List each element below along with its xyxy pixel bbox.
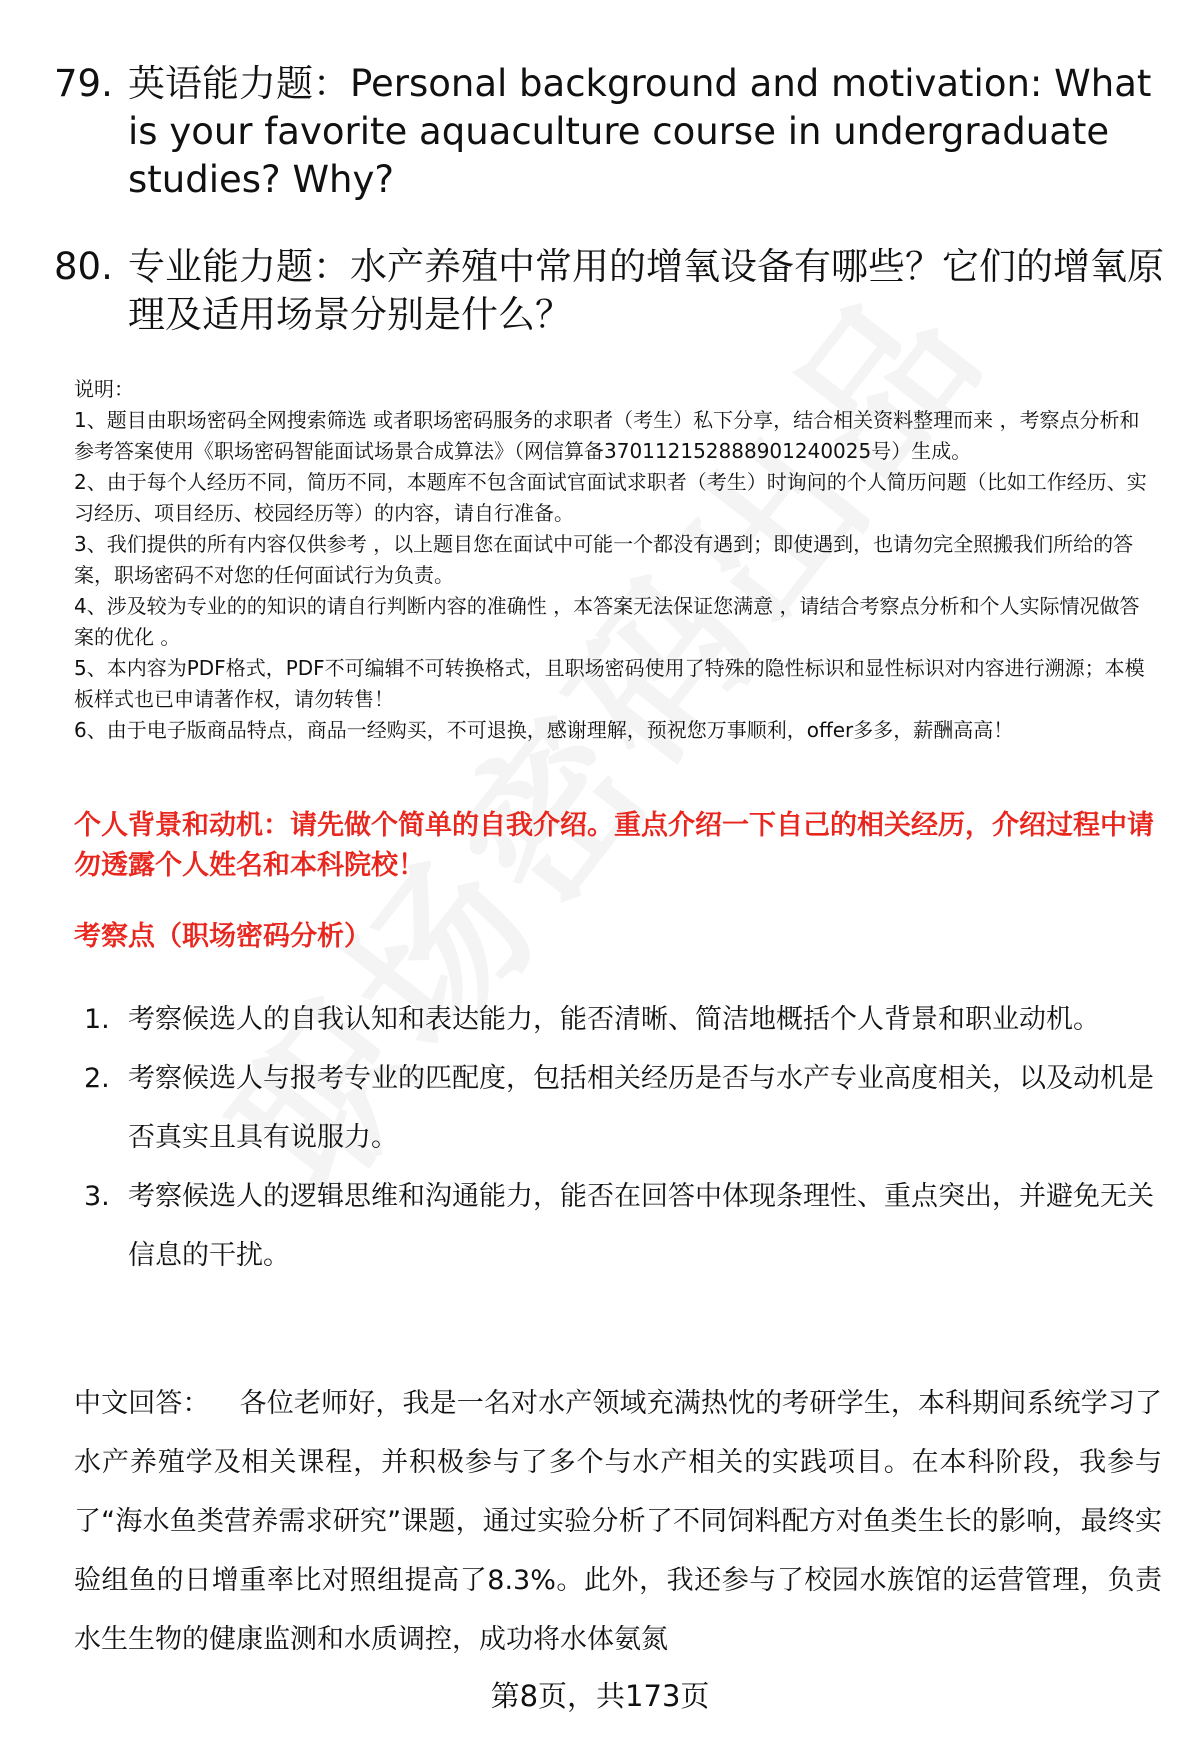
answer-text: 各位老师好，我是一名对水产领域充满热忱的考研学生，本科期间系统学习了水产养殖学及相关课程，并积极参与了多个与水产相关的实践项目。在本科阶段，我参与了“海水鱼类营养需求研究”课题，通过实验分析了不同饲料配方对鱼类生长的影响，最终实验组鱼的日增重率比对照组提高了8.3%。此外，我还参与了校园水族馆的运营管理，负责水生生物的健康监测和水质调控，成功将水体氨氮 — [74, 1388, 1163, 1655]
question-number: 80. — [54, 245, 113, 288]
answer-label: 中文回答： — [74, 1388, 210, 1419]
answer-paragraph — [74, 1374, 1162, 1669]
question-80 — [54, 243, 1164, 339]
key-points-list — [84, 990, 1164, 1285]
question-text: 专业能力题：水产养殖中常用的增氧设备有哪些？它们的增氧原理及适用场景分别是什么？ — [128, 245, 1164, 336]
note-item: 6、由于电子版商品特点，商品一经购买，不可退换，感谢理解，预祝您万事顺利，offer多多，薪酬高高！ — [74, 718, 1014, 742]
notes-title: 说明： — [74, 377, 134, 401]
key-points-heading: 考察点（职场密码分析） — [74, 921, 371, 952]
list-item — [84, 1167, 1164, 1285]
note-item: 4、涉及较为专业的的知识的请自行判断内容的准确性 ，本答案无法保证您满意 ，请结合考察点分析和个人实际情况做答案的优化 。 — [74, 594, 1140, 649]
note-item: 2、由于每个人经历不同，简历不同，本题库不包含面试官面试求职者（考生）时询问的个人简历问题（比如工作经历、实习经历、项目经历、校园经历等）的内容，请自行准备。 — [74, 470, 1147, 525]
note-item: 3、我们提供的所有内容仅供参考 ，以上题目您在面试中可能一个都没有遇到；即使遇到，也请勿完全照搬我们所给的答案，职场密码不对您的任何面试行为负责。 — [74, 532, 1134, 587]
list-item — [84, 990, 1164, 1049]
question-text: 英语能力题：Personal background and motivation: What is your favorite aquaculture course in undergraduate studies? Why? — [128, 62, 1152, 201]
question-79 — [54, 60, 1164, 204]
list-item-number: 1. — [84, 1004, 110, 1035]
list-item-number: 2. — [84, 1063, 110, 1094]
note-item: 1、题目由职场密码全网搜索筛选 或者职场密码服务的求职者（考生）私下分享，结合相关资料整理而来 ，考察点分析和参考答案使用《职场密码智能面试场景合成算法》（网信算备370112152888901240025号）生成。 — [74, 408, 1140, 463]
question-prompt: 个人背景和动机：请先做个简单的自我介绍。重点介绍一下自己的相关经历，介绍过程中请勿透露个人姓名和本科院校！ — [74, 810, 1154, 881]
list-item-text: 考察候选人与报考专业的匹配度，包括相关经历是否与水产专业高度相关，以及动机是否真实且具有说服力。 — [128, 1063, 1154, 1153]
note-item: 5、本内容为PDF格式，PDF不可编辑不可转换格式，且职场密码使用了特殊的隐性标识和显性标识对内容进行溯源；本模板样式也已申请著作权，请勿转售！ — [74, 656, 1145, 711]
notes-section — [74, 374, 1158, 746]
question-number: 79. — [54, 62, 113, 105]
page-footer: 第8页，共173页 — [490, 1679, 710, 1713]
list-item-text: 考察候选人的逻辑思维和沟通能力，能否在回答中体现条理性、重点突出，并避免无关信息的干扰。 — [128, 1181, 1154, 1271]
list-item-number: 3. — [84, 1181, 110, 1212]
list-item-text: 考察候选人的自我认知和表达能力，能否清晰、简洁地概括个人背景和职业动机。 — [128, 1004, 1100, 1035]
list-item — [84, 1049, 1164, 1167]
